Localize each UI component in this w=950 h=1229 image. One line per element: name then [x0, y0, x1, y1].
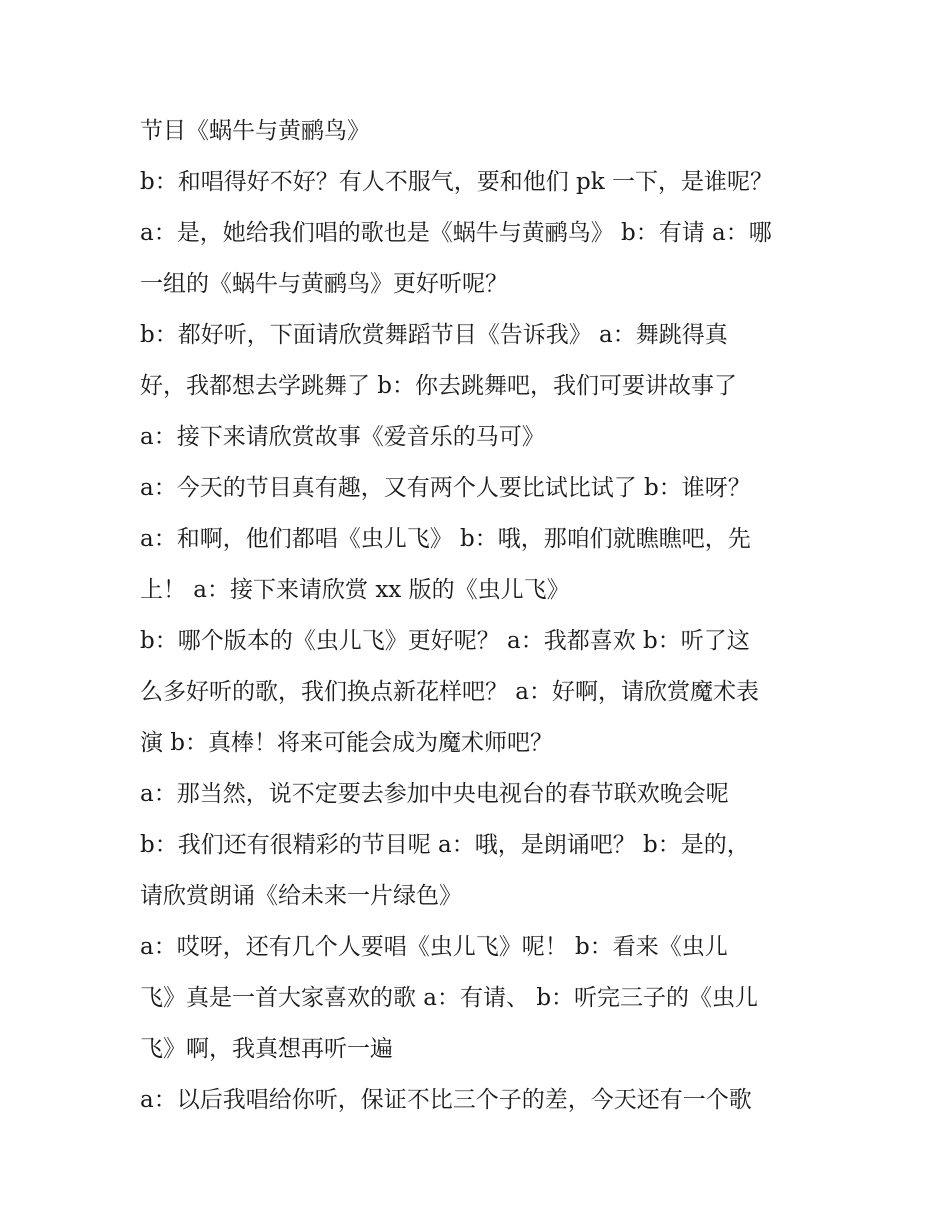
text-line: b：我们还有很精彩的节目呢 a：哦，是朗诵吧？ b：是的， [140, 832, 750, 858]
text-line: a：今天的节目真有趣，又有两个人要比试比试了 b：谁呀？ [140, 475, 751, 501]
text-line: 一组的《蜗牛与黄鹂鸟》更好听呢？ [140, 271, 508, 297]
text-line: a：和啊，他们都唱《虫儿飞》 b：哦，那咱们就瞧瞧吧，先 [140, 526, 751, 552]
text-line: 演 b：真棒！将来可能会成为魔术师吧？ [140, 730, 554, 756]
text-line: 好，我都想去学跳舞了 b：你去跳舞吧，我们可要讲故事了 [140, 373, 738, 399]
text-line: a：那当然，说不定要去参加中央电视台的春节联欢晚会呢 [140, 781, 729, 807]
text-line: b：哪个版本的《虫儿飞》更好呢？ a：我都喜欢 b：听了这 [140, 628, 750, 654]
text-line: a：接下来请欣赏故事《爱音乐的马可》 [140, 424, 545, 450]
text-line: a：哎呀，还有几个人要唱《虫儿飞》呢！ b：看来《虫儿 [140, 934, 728, 960]
text-line: 请欣赏朗诵《给未来一片绿色》 [140, 883, 462, 909]
text-line: b：和唱得好不好？有人不服气，要和他们 pk 一下，是谁呢？ [140, 169, 774, 195]
text-line: a：以后我唱给你听，保证不比三个子的差，今天还有一个歌 [140, 1087, 752, 1113]
text-line: 飞》啊，我真想再听一遍 [140, 1036, 393, 1062]
document-body [140, 106, 820, 1126]
text-line: 上！ a：接下来请欣赏 xx 版的《虫儿飞》 [140, 577, 570, 603]
text-line: 飞》真是一首大家喜欢的歌 a：有请、 b：听完三子的《虫儿 [140, 985, 759, 1011]
text-line: a：是，她给我们唱的歌也是《蜗牛与黄鹂鸟》 b：有请 a：哪 [140, 220, 772, 246]
text-line: 么多好听的歌，我们换点新花样吧？ a：好啊，请欣赏魔术表 [140, 679, 760, 705]
text-line: 节目《蜗牛与黄鹂鸟》 [140, 118, 370, 144]
text-line: b：都好听，下面请欣赏舞蹈节目《告诉我》 a：舞跳得真 [140, 322, 728, 348]
